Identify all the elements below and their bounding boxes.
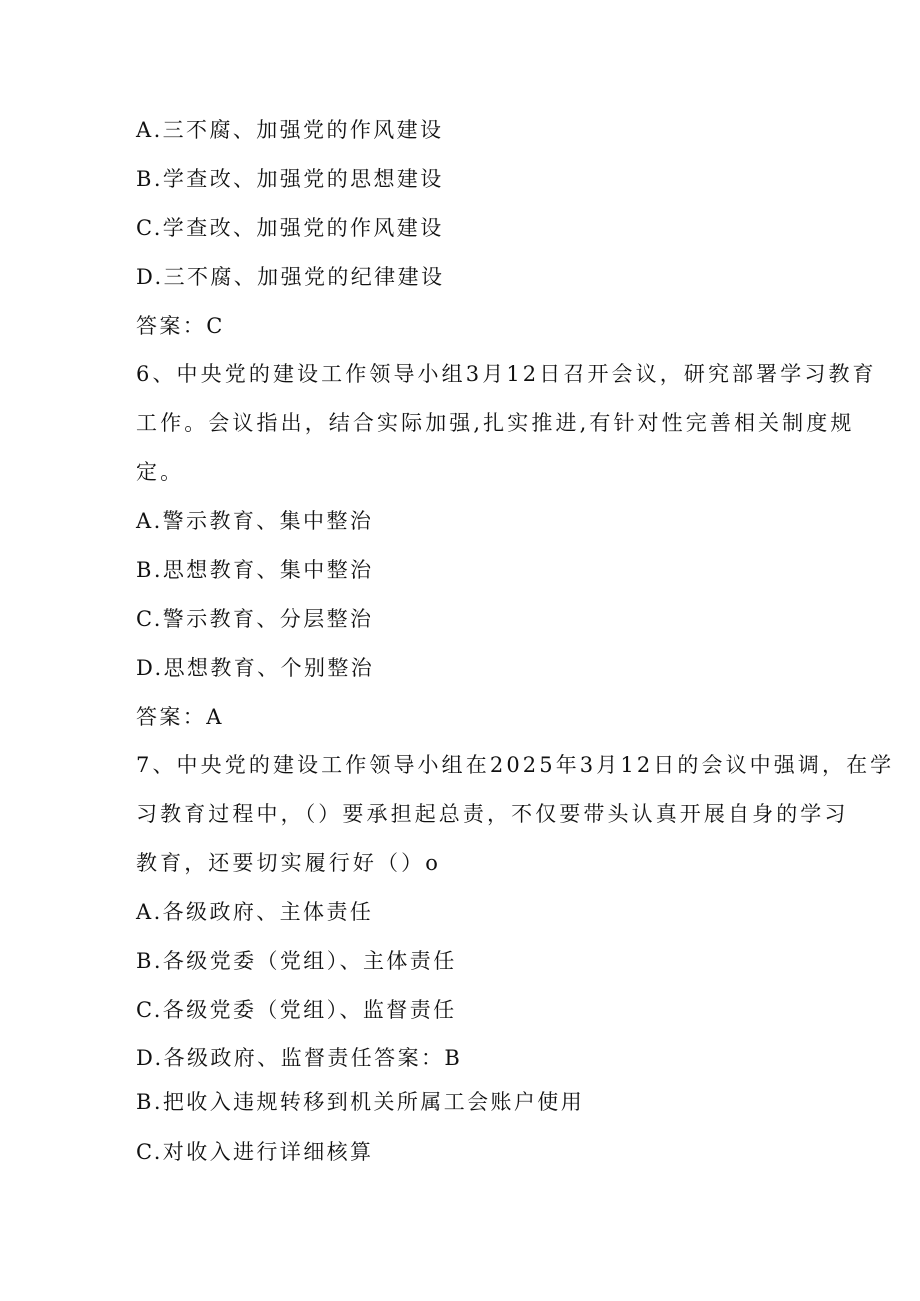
q7-stem-line-2: 习教育过程中，（）要承担起总责，不仅要带头认真开展自身的学习 — [136, 802, 849, 826]
prev-answer: 答案：C — [136, 314, 225, 338]
next-option-c: C.对收入进行详细核算 — [136, 1140, 374, 1164]
q7-option-d: D.各级政府、监督责任答案：B — [136, 1046, 463, 1070]
q6-option-d: D.思想教育、个别整治 — [136, 656, 375, 680]
prev-option-c: C.学查改、加强党的作风建设 — [136, 216, 444, 240]
q7-option-a: A.各级政府、主体责任 — [136, 900, 374, 924]
prev-option-b: B.学查改、加强党的思想建设 — [136, 167, 444, 191]
q7-stem-line-3: 教育，还要切实履行好（）o — [136, 851, 441, 875]
next-option-b: B.把收入违规转移到机关所属工会账户使用 — [136, 1090, 585, 1114]
q6-stem-line-2: 工作。会议指出，结合实际加强,扎实推进,有针对性完善相关制度规 — [136, 411, 855, 435]
q6-stem-line-1: 6、中央党的建设工作领导小组3月12日召开会议，研究部署学习教育 — [136, 362, 877, 386]
q7-option-b: B.各级党委（党组）、主体责任 — [136, 949, 457, 973]
prev-option-a: A.三不腐、加强党的作风建设 — [136, 118, 444, 142]
q7-option-c: C.各级党委（党组）、监督责任 — [136, 998, 457, 1022]
q6-option-b: B.思想教育、集中整治 — [136, 558, 374, 582]
q7-stem-line-1: 7、中央党的建设工作领导小组在2025年3月12日的会议中强调，在学 — [136, 753, 895, 777]
prev-option-d: D.三不腐、加强党的纪律建设 — [136, 265, 445, 289]
q6-option-c: C.警示教育、分层整治 — [136, 607, 374, 631]
q6-option-a: A.警示教育、集中整治 — [136, 509, 374, 533]
q6-answer: 答案：A — [136, 705, 224, 729]
q6-stem-line-3: 定。 — [136, 460, 185, 484]
